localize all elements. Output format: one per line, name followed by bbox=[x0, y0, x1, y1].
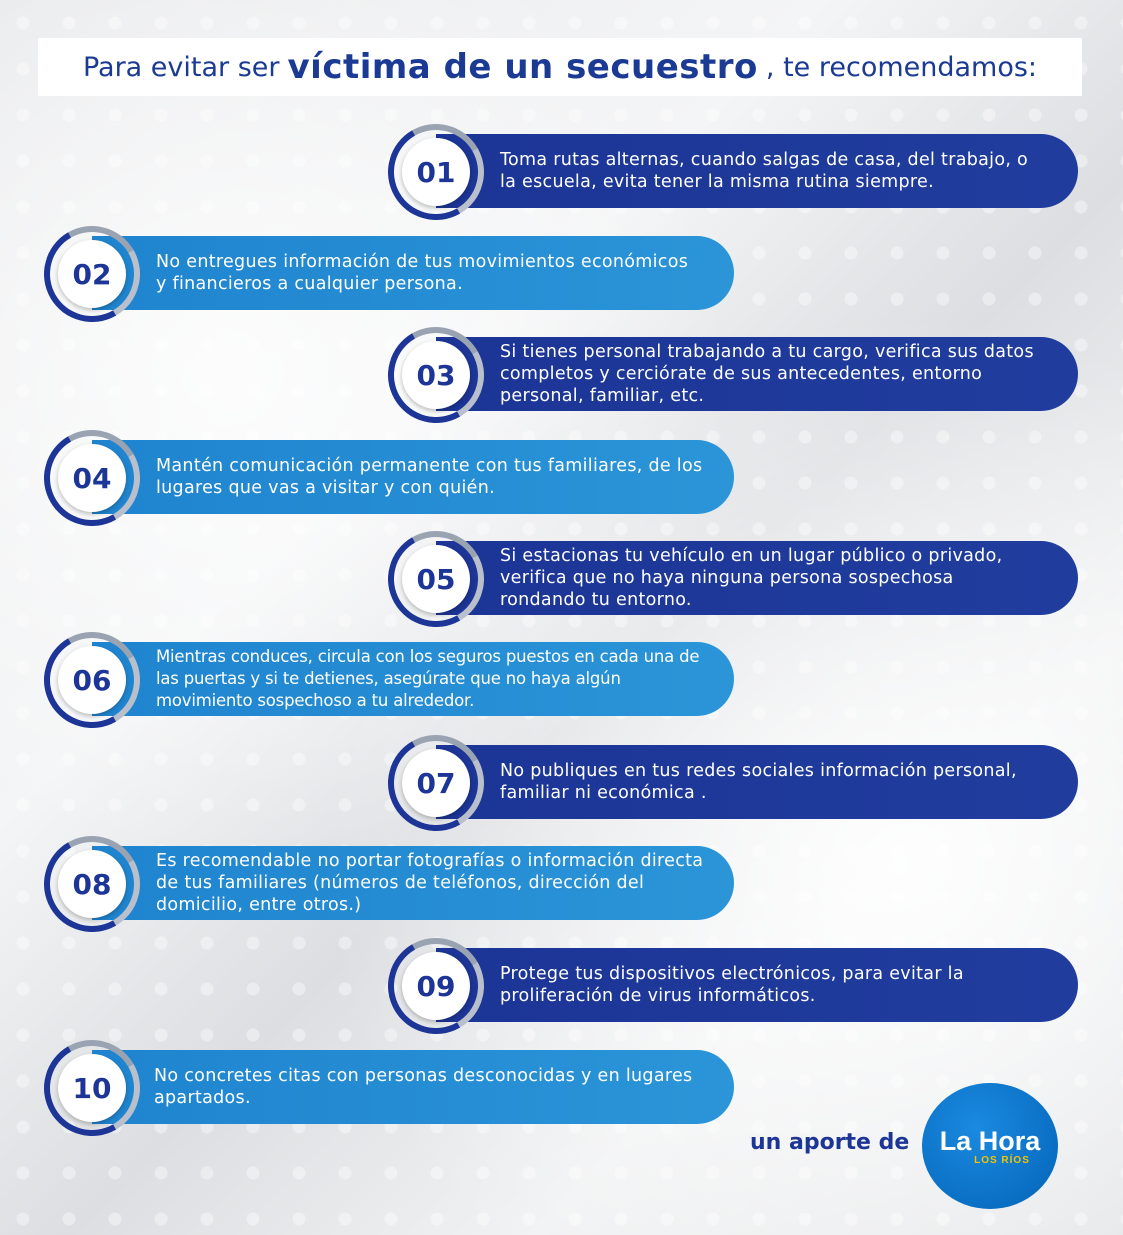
tip-text: No publiques en tus redes sociales información personal, familiar ni económica . bbox=[500, 761, 1017, 803]
tip-number-badge bbox=[44, 632, 140, 728]
tip-number-badge bbox=[388, 938, 484, 1034]
tip-bar bbox=[436, 337, 1078, 411]
tip-bar bbox=[436, 541, 1078, 615]
tip-number: 05 bbox=[402, 545, 470, 613]
tip-number-badge bbox=[388, 124, 484, 220]
logo-main-text: La Hora bbox=[939, 1125, 1041, 1156]
tip-text: Es recomendable no portar fotografías o información directa de tus familiares (números de teléfonos, dirección del domicilio, entre otros.) bbox=[156, 851, 704, 915]
tip-number: 01 bbox=[402, 138, 470, 206]
tip-item-03 bbox=[388, 337, 1078, 411]
tip-text: Toma rutas alternas, cuando salgas de casa, del trabajo, o la escuela, evita tener la misma rutina siempre. bbox=[500, 150, 1029, 192]
tip-number: 06 bbox=[58, 646, 126, 714]
title-part-2: víctima de un secuestro bbox=[287, 47, 758, 87]
tip-number: 02 bbox=[58, 240, 126, 308]
la-hora-logo bbox=[922, 1083, 1058, 1209]
title-part-1: Para evitar ser bbox=[82, 51, 280, 83]
tip-number-badge bbox=[44, 430, 140, 526]
tip-number-badge bbox=[44, 836, 140, 932]
tip-text: No concretes citas con personas desconocidas y en lugares apartados. bbox=[154, 1066, 693, 1108]
tip-text: No entregues información de tus movimientos económicos y financieros a cualquier persona. bbox=[156, 252, 689, 294]
tip-number: 10 bbox=[58, 1054, 126, 1122]
tip-number-badge bbox=[44, 226, 140, 322]
page-title bbox=[38, 38, 1082, 96]
tip-bar bbox=[436, 134, 1078, 208]
tip-item-02 bbox=[44, 236, 734, 310]
tip-bar bbox=[92, 642, 734, 716]
tip-number: 09 bbox=[402, 952, 470, 1020]
logo-sub-text: LOS RÍOS bbox=[974, 1154, 1030, 1166]
tip-number-badge bbox=[388, 735, 484, 831]
tip-text: Si estacionas tu vehículo en un lugar público o privado, verifica que no haya ninguna persona sospechosa rondando tu entorno. bbox=[500, 546, 1003, 610]
tip-item-01 bbox=[388, 134, 1078, 208]
tip-bar bbox=[92, 846, 734, 920]
tip-bar bbox=[436, 948, 1078, 1022]
tip-text: Si tienes personal trabajando a tu cargo, verifica sus datos completos y cerciórate de sus antecedentes, entorno personal, familiar, etc. bbox=[500, 342, 1034, 406]
tip-text: Protege tus dispositivos electrónicos, para evitar la proliferación de virus informáticos. bbox=[500, 964, 964, 1006]
tip-number: 03 bbox=[402, 341, 470, 409]
tip-number: 08 bbox=[58, 850, 126, 918]
tip-bar bbox=[92, 236, 734, 310]
tip-item-10 bbox=[44, 1050, 734, 1124]
tip-item-08 bbox=[44, 846, 734, 920]
footer-label: un aporte de bbox=[750, 1130, 910, 1155]
tip-item-04 bbox=[44, 440, 734, 514]
tip-number-badge bbox=[388, 327, 484, 423]
tip-item-07 bbox=[388, 745, 1078, 819]
tip-item-09 bbox=[388, 948, 1078, 1022]
tip-number-badge bbox=[44, 1040, 140, 1136]
tip-bar bbox=[436, 745, 1078, 819]
tip-item-06 bbox=[44, 642, 734, 716]
tip-text: Mientras conduces, circula con los seguros puestos en cada una de las puertas y si te detienes, asegúrate que no haya algún movimiento sospechoso a tu alrededor. bbox=[156, 647, 700, 710]
title-part-3: , te recomendamos: bbox=[765, 51, 1038, 83]
tip-bar bbox=[92, 1050, 734, 1124]
tip-bar bbox=[92, 440, 734, 514]
tip-number: 04 bbox=[58, 444, 126, 512]
tip-item-05 bbox=[388, 541, 1078, 615]
tip-text: Mantén comunicación permanente con tus familiares, de los lugares que vas a visitar y con quién. bbox=[156, 456, 703, 498]
tip-number: 07 bbox=[402, 749, 470, 817]
tip-number-badge bbox=[388, 531, 484, 627]
